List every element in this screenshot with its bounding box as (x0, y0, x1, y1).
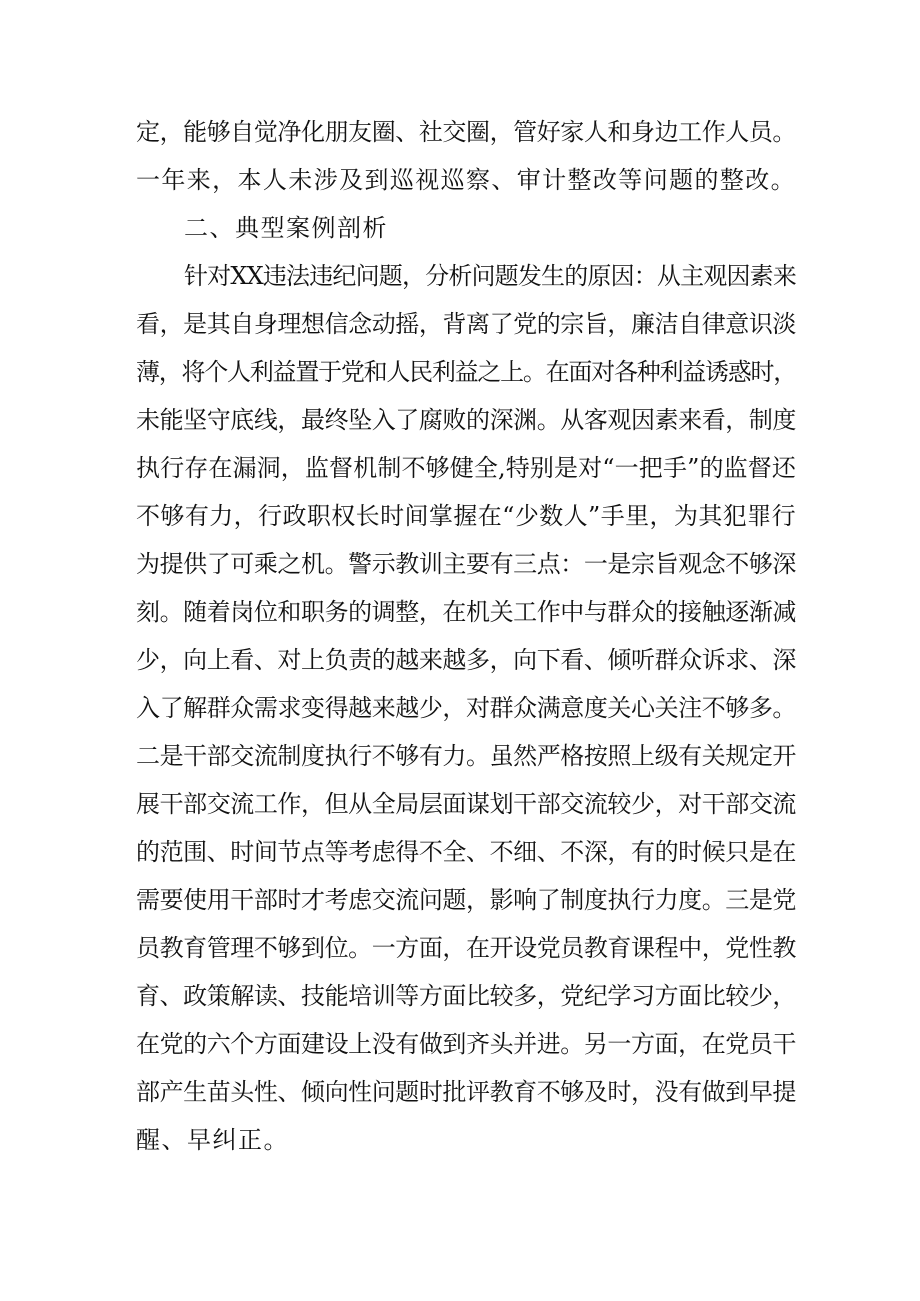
text-line: 一年来，本人未涉及到巡视巡察、审计整改等问题的整改。 (136, 166, 796, 194)
text-line: 为提供了可乘之机。警示教训主要有三点：一是宗旨观念不够深 (136, 550, 796, 578)
text-line: 薄，将个人利益置于党和人民利益之上。在面对各种利益诱惑时， (136, 358, 796, 386)
text-line: 员教育管理不够到位。一方面，在开设党员教育课程中，党性教 (136, 934, 796, 962)
text-line: 针对XX违法违纪问题，分析问题发生的原因：从主观因素来 (184, 262, 796, 290)
section-heading: 二、典型案例剖析 (184, 214, 388, 242)
text-line: 不够有力，行政职权长时间掌握在“少数人”手里，为其犯罪行 (136, 502, 796, 530)
text-line: 在党的六个方面建设上没有做到齐头并进。另一方面，在党员干 (136, 1030, 796, 1058)
text-line: 需要使用干部时才考虑交流问题，影响了制度执行力度。三是党 (136, 886, 796, 914)
text-line: 入了解群众需求变得越来越少，对群众满意度关心关注不够多。 (136, 694, 796, 722)
text-line: 二是干部交流制度执行不够有力。虽然严格按照上级有关规定开 (136, 742, 796, 770)
text-line: 少，向上看、对上负责的越来越多，向下看、倾听群众诉求、深 (136, 646, 796, 674)
text-line: 执行存在漏洞，监督机制不够健全,特别是对“一把手”的监督还 (136, 454, 796, 482)
text-line: 未能坚守底线，最终坠入了腐败的深渊。从客观因素来看，制度 (136, 406, 796, 434)
text-line: 刻。随着岗位和职务的调整，在机关工作中与群众的接触逐渐减 (136, 598, 796, 626)
text-line: 展干部交流工作，但从全局层面谋划干部交流较少，对干部交流 (136, 790, 796, 818)
text-line: 醒、早纠正。 (136, 1126, 289, 1154)
text-line: 部产生苗头性、倾向性问题时批评教育不够及时，没有做到早提 (136, 1078, 796, 1106)
text-line: 定，能够自觉净化朋友圈、社交圈，管好家人和身边工作人员。 (136, 118, 796, 146)
text-line: 看，是其自身理想信念动摇，背离了党的宗旨，廉洁自律意识淡 (136, 310, 796, 338)
text-line: 育、政策解读、技能培训等方面比较多，党纪学习方面比较少， (136, 982, 796, 1010)
text-line: 的范围、时间节点等考虑得不全、不细、不深，有的时候只是在 (136, 838, 796, 866)
